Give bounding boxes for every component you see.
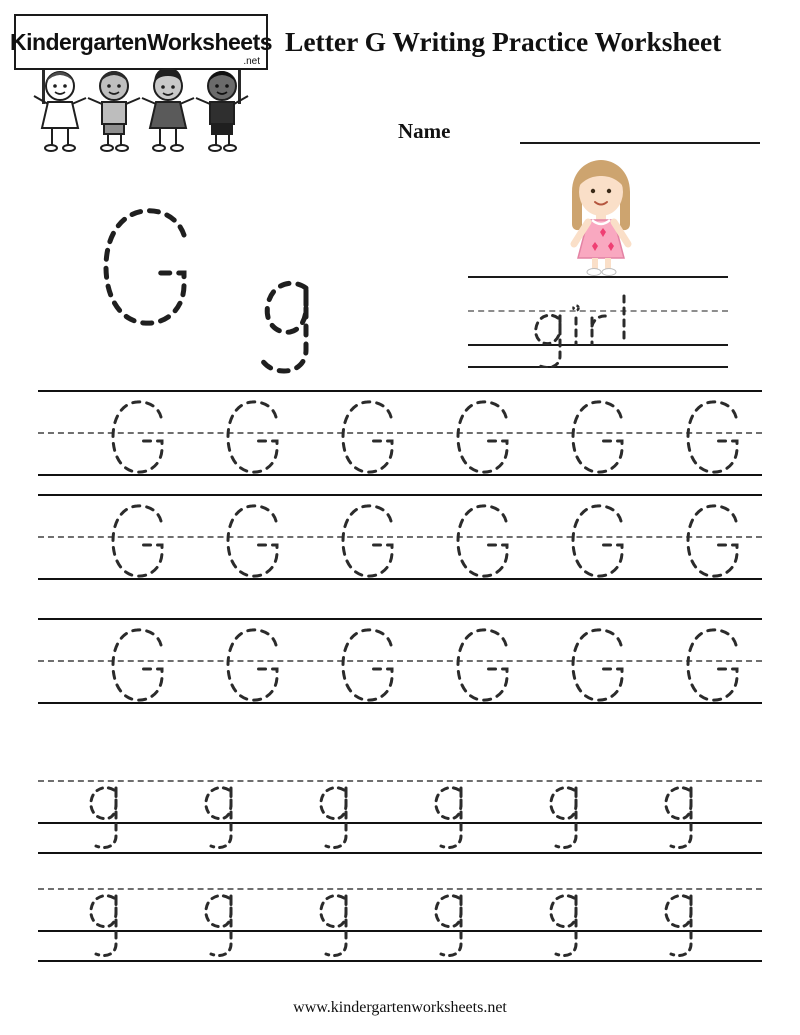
site-logo (9, 14, 273, 160)
row-line-baseline (38, 474, 762, 476)
row-4-letters (38, 780, 762, 852)
demo-lowercase-g (248, 262, 326, 380)
word-tracing-girl (524, 278, 674, 368)
name-label: Name (398, 119, 451, 143)
footer-url: www.kindergartenworksheets.net (293, 999, 507, 1016)
row-3-letters (38, 618, 762, 702)
practice-row-3[interactable] (38, 618, 762, 702)
practice-row-5[interactable] (38, 888, 762, 960)
word-practice-block[interactable] (468, 276, 728, 368)
row-line-descender (38, 852, 762, 854)
girl-picture-icon (548, 158, 654, 276)
row-5-letters (38, 888, 762, 960)
practice-row-2[interactable] (38, 494, 762, 578)
row-line-descender (38, 960, 762, 962)
row-line-baseline (38, 702, 762, 704)
name-input-line[interactable] (520, 142, 760, 144)
kids-illustration-icon (22, 66, 262, 158)
page-title: Letter G Writing Practice Worksheet (285, 26, 722, 57)
demo-uppercase-g (92, 205, 202, 330)
logo-sign (9, 14, 273, 70)
logo-domain-suffix: .net (243, 56, 260, 67)
practice-row-4[interactable] (38, 780, 762, 852)
logo-text: KindergartenWorksheets (9, 28, 273, 55)
practice-row-1[interactable] (38, 390, 762, 474)
row-1-letters (38, 390, 762, 474)
row-line-baseline (38, 578, 762, 580)
row-2-letters (38, 494, 762, 578)
